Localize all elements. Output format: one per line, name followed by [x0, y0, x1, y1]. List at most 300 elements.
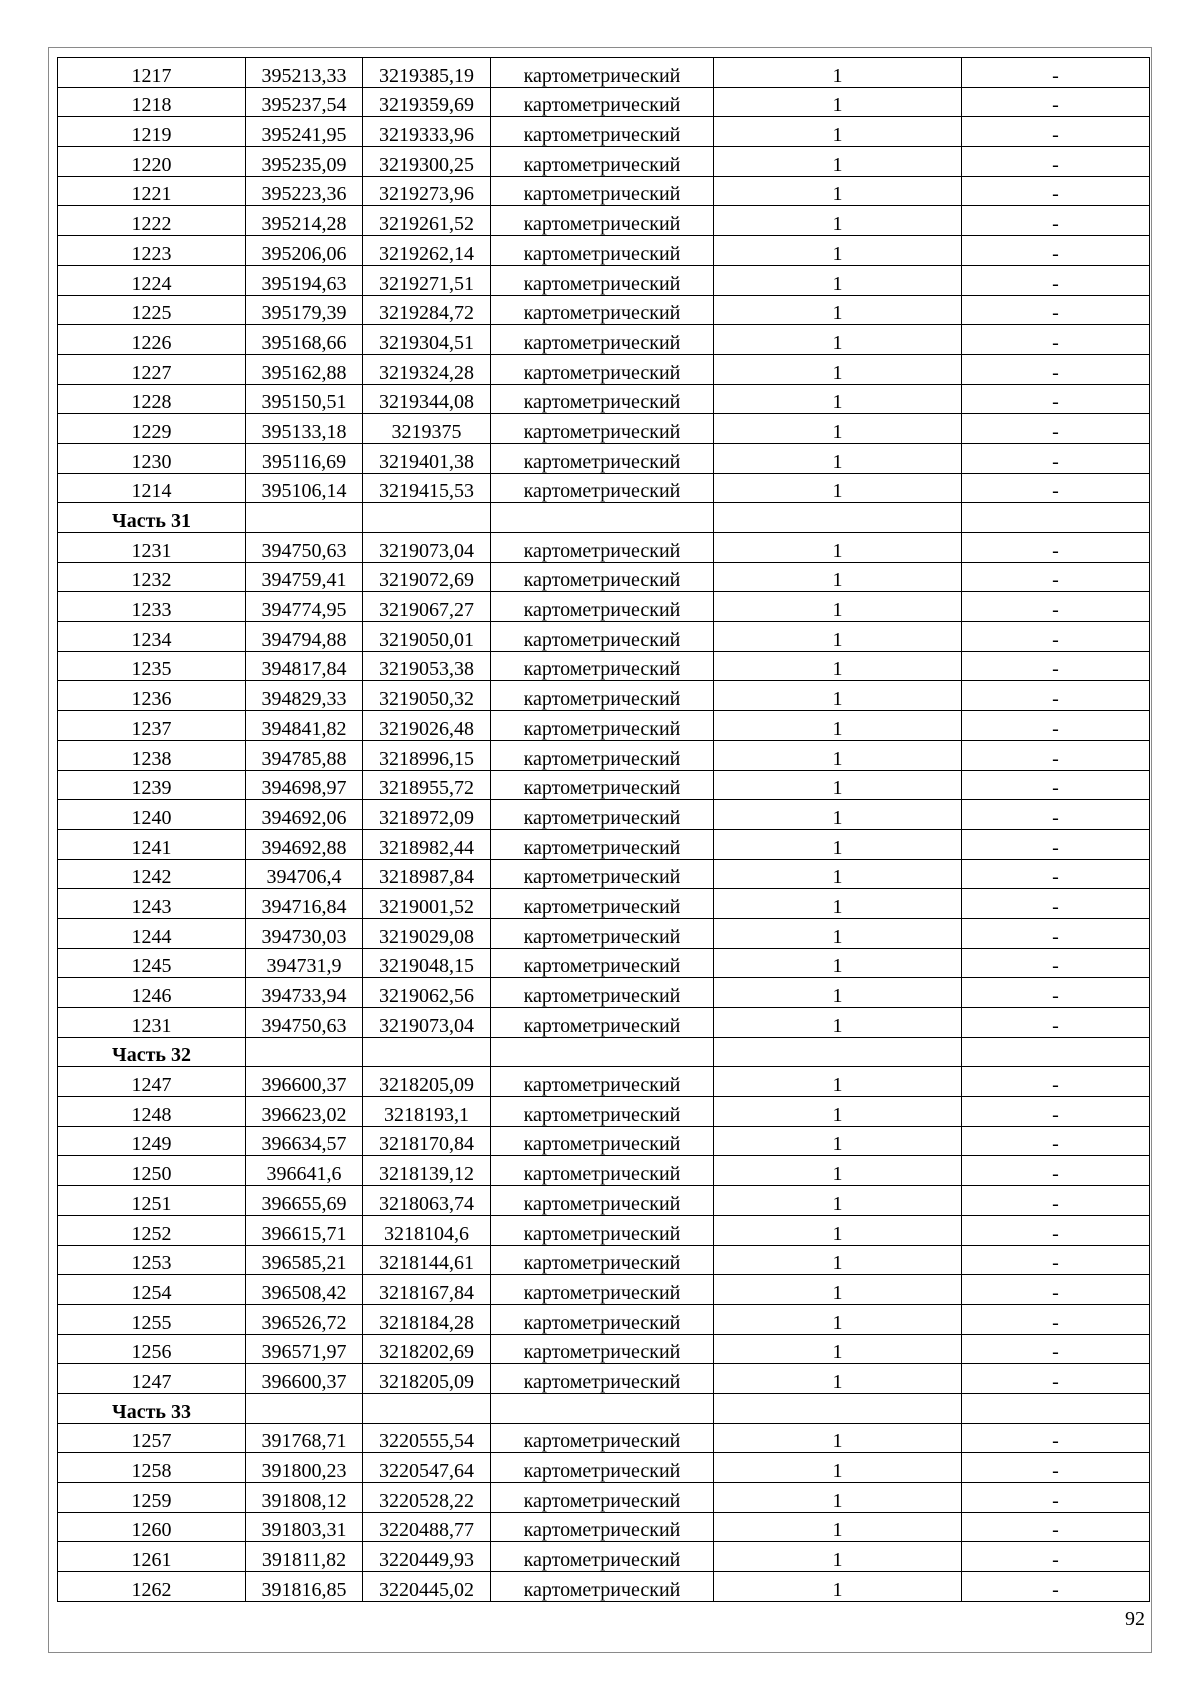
- x-coordinate-cell: 394841,82: [246, 711, 363, 741]
- x-coordinate-cell: 396641,6: [246, 1156, 363, 1186]
- accuracy-cell: 1: [714, 829, 962, 859]
- y-coordinate-cell: 3219029,08: [363, 918, 491, 948]
- point-id-cell: 1247: [58, 1067, 246, 1097]
- method-cell: картометрический: [491, 473, 714, 503]
- accuracy-cell: 1: [714, 1008, 962, 1038]
- x-coordinate-cell: 396623,02: [246, 1097, 363, 1127]
- accuracy-cell: 1: [714, 562, 962, 592]
- y-coordinate-cell: 3219073,04: [363, 533, 491, 563]
- method-cell: картометрический: [491, 651, 714, 681]
- note-cell: -: [962, 117, 1150, 147]
- accuracy-cell: 1: [714, 1126, 962, 1156]
- point-id-cell: 1244: [58, 918, 246, 948]
- accuracy-cell: 1: [714, 58, 962, 88]
- x-coordinate-cell: 396526,72: [246, 1304, 363, 1334]
- accuracy-cell: 1: [714, 711, 962, 741]
- y-coordinate-cell: 3218972,09: [363, 800, 491, 830]
- point-id-cell: 1261: [58, 1542, 246, 1572]
- x-coordinate-cell: 394774,95: [246, 592, 363, 622]
- y-coordinate-cell: 3218104,6: [363, 1215, 491, 1245]
- y-coordinate-cell: 3219359,69: [363, 87, 491, 117]
- x-coordinate-cell: 394733,94: [246, 978, 363, 1008]
- empty-cell: [714, 1037, 962, 1067]
- point-id-cell: 1247: [58, 1364, 246, 1394]
- x-coordinate-cell: 395237,54: [246, 87, 363, 117]
- accuracy-cell: 1: [714, 1512, 962, 1542]
- point-id-cell: 1221: [58, 176, 246, 206]
- method-cell: картометрический: [491, 1304, 714, 1334]
- x-coordinate-cell: 394785,88: [246, 740, 363, 770]
- accuracy-cell: 1: [714, 918, 962, 948]
- method-cell: картометрический: [491, 592, 714, 622]
- method-cell: картометрический: [491, 533, 714, 563]
- method-cell: картометрический: [491, 1008, 714, 1038]
- accuracy-cell: 1: [714, 533, 962, 563]
- table-row: [58, 533, 1150, 563]
- x-coordinate-cell: 396571,97: [246, 1334, 363, 1364]
- note-cell: -: [962, 1483, 1150, 1513]
- accuracy-cell: 1: [714, 295, 962, 325]
- note-cell: -: [962, 147, 1150, 177]
- part-header-row: [58, 503, 1150, 533]
- accuracy-cell: 1: [714, 117, 962, 147]
- table-row: [58, 354, 1150, 384]
- point-id-cell: 1218: [58, 87, 246, 117]
- point-id-cell: 1245: [58, 948, 246, 978]
- method-cell: картометрический: [491, 1572, 714, 1602]
- point-id-cell: 1236: [58, 681, 246, 711]
- y-coordinate-cell: 3218987,84: [363, 859, 491, 889]
- point-id-cell: 1238: [58, 740, 246, 770]
- method-cell: картометрический: [491, 295, 714, 325]
- point-id-cell: 1214: [58, 473, 246, 503]
- method-cell: картометрический: [491, 948, 714, 978]
- table-row: [58, 1453, 1150, 1483]
- accuracy-cell: 1: [714, 1542, 962, 1572]
- method-cell: картометрический: [491, 681, 714, 711]
- note-cell: -: [962, 711, 1150, 741]
- y-coordinate-cell: 3219050,32: [363, 681, 491, 711]
- accuracy-cell: 1: [714, 1156, 962, 1186]
- point-id-cell: 1237: [58, 711, 246, 741]
- point-id-cell: 1231: [58, 1008, 246, 1038]
- table-row: [58, 1364, 1150, 1394]
- x-coordinate-cell: 394759,41: [246, 562, 363, 592]
- y-coordinate-cell: 3218205,09: [363, 1067, 491, 1097]
- point-id-cell: 1233: [58, 592, 246, 622]
- note-cell: -: [962, 889, 1150, 919]
- x-coordinate-cell: 395106,14: [246, 473, 363, 503]
- table-row: [58, 889, 1150, 919]
- note-cell: -: [962, 740, 1150, 770]
- point-id-cell: 1258: [58, 1453, 246, 1483]
- y-coordinate-cell: 3219304,51: [363, 325, 491, 355]
- accuracy-cell: 1: [714, 176, 962, 206]
- accuracy-cell: 1: [714, 1215, 962, 1245]
- method-cell: картометрический: [491, 800, 714, 830]
- point-id-cell: 1255: [58, 1304, 246, 1334]
- y-coordinate-cell: 3219300,25: [363, 147, 491, 177]
- accuracy-cell: 1: [714, 800, 962, 830]
- x-coordinate-cell: 394817,84: [246, 651, 363, 681]
- x-coordinate-cell: 395133,18: [246, 414, 363, 444]
- method-cell: картометрический: [491, 265, 714, 295]
- x-coordinate-cell: 395168,66: [246, 325, 363, 355]
- point-id-cell: 1241: [58, 829, 246, 859]
- note-cell: -: [962, 1304, 1150, 1334]
- y-coordinate-cell: 3218982,44: [363, 829, 491, 859]
- accuracy-cell: 1: [714, 1067, 962, 1097]
- empty-cell: [363, 1037, 491, 1067]
- point-id-cell: 1228: [58, 384, 246, 414]
- page-number: 92: [1125, 1608, 1145, 1630]
- table-row: [58, 1156, 1150, 1186]
- table-row: [58, 592, 1150, 622]
- method-cell: картометрический: [491, 562, 714, 592]
- method-cell: картометрический: [491, 1156, 714, 1186]
- note-cell: -: [962, 1572, 1150, 1602]
- y-coordinate-cell: 3219284,72: [363, 295, 491, 325]
- x-coordinate-cell: 394730,03: [246, 918, 363, 948]
- table-row: [58, 859, 1150, 889]
- note-cell: -: [962, 592, 1150, 622]
- table-row: [58, 918, 1150, 948]
- point-id-cell: 1246: [58, 978, 246, 1008]
- table-row: [58, 206, 1150, 236]
- table-row: [58, 651, 1150, 681]
- table-row: [58, 325, 1150, 355]
- x-coordinate-cell: 395179,39: [246, 295, 363, 325]
- note-cell: -: [962, 1423, 1150, 1453]
- y-coordinate-cell: 3219050,01: [363, 622, 491, 652]
- table-row: [58, 147, 1150, 177]
- x-coordinate-cell: 394829,33: [246, 681, 363, 711]
- accuracy-cell: 1: [714, 384, 962, 414]
- method-cell: картометрический: [491, 829, 714, 859]
- note-cell: -: [962, 473, 1150, 503]
- method-cell: картометрический: [491, 1275, 714, 1305]
- method-cell: картометрический: [491, 1483, 714, 1513]
- y-coordinate-cell: 3218205,09: [363, 1364, 491, 1394]
- accuracy-cell: 1: [714, 1483, 962, 1513]
- table-row: [58, 1572, 1150, 1602]
- accuracy-cell: 1: [714, 1245, 962, 1275]
- accuracy-cell: 1: [714, 1186, 962, 1216]
- accuracy-cell: 1: [714, 473, 962, 503]
- y-coordinate-cell: 3219262,14: [363, 236, 491, 266]
- point-id-cell: 1249: [58, 1126, 246, 1156]
- y-coordinate-cell: 3219048,15: [363, 948, 491, 978]
- point-id-cell: 1230: [58, 443, 246, 473]
- table-row: [58, 473, 1150, 503]
- y-coordinate-cell: 3219072,69: [363, 562, 491, 592]
- table-row: [58, 117, 1150, 147]
- coordinates-table-body: [58, 58, 1150, 1602]
- method-cell: картометрический: [491, 384, 714, 414]
- method-cell: картометрический: [491, 889, 714, 919]
- note-cell: -: [962, 295, 1150, 325]
- table-row: [58, 295, 1150, 325]
- method-cell: картометрический: [491, 1215, 714, 1245]
- table-row: [58, 1097, 1150, 1127]
- note-cell: -: [962, 1067, 1150, 1097]
- table-row: [58, 87, 1150, 117]
- accuracy-cell: 1: [714, 1423, 962, 1453]
- y-coordinate-cell: 3219062,56: [363, 978, 491, 1008]
- x-coordinate-cell: 391803,31: [246, 1512, 363, 1542]
- note-cell: -: [962, 58, 1150, 88]
- table-row: [58, 740, 1150, 770]
- x-coordinate-cell: 395235,09: [246, 147, 363, 177]
- y-coordinate-cell: 3219415,53: [363, 473, 491, 503]
- accuracy-cell: 1: [714, 325, 962, 355]
- note-cell: -: [962, 948, 1150, 978]
- x-coordinate-cell: 394794,88: [246, 622, 363, 652]
- point-id-cell: 1219: [58, 117, 246, 147]
- empty-cell: [246, 503, 363, 533]
- table-row: [58, 978, 1150, 1008]
- note-cell: -: [962, 800, 1150, 830]
- table-row: [58, 414, 1150, 444]
- x-coordinate-cell: 396508,42: [246, 1275, 363, 1305]
- accuracy-cell: 1: [714, 1453, 962, 1483]
- y-coordinate-cell: 3220445,02: [363, 1572, 491, 1602]
- point-id-cell: 1231: [58, 533, 246, 563]
- note-cell: -: [962, 1334, 1150, 1364]
- y-coordinate-cell: 3219375: [363, 414, 491, 444]
- y-coordinate-cell: 3219333,96: [363, 117, 491, 147]
- table-row: [58, 1215, 1150, 1245]
- method-cell: картометрический: [491, 236, 714, 266]
- point-id-cell: 1253: [58, 1245, 246, 1275]
- note-cell: -: [962, 325, 1150, 355]
- table-row: [58, 829, 1150, 859]
- method-cell: картометрический: [491, 206, 714, 236]
- note-cell: -: [962, 265, 1150, 295]
- point-id-cell: 1229: [58, 414, 246, 444]
- coordinates-table: [57, 57, 1150, 1602]
- table-row: [58, 1126, 1150, 1156]
- x-coordinate-cell: 394750,63: [246, 533, 363, 563]
- point-id-cell: 1220: [58, 147, 246, 177]
- y-coordinate-cell: 3219067,27: [363, 592, 491, 622]
- y-coordinate-cell: 3219401,38: [363, 443, 491, 473]
- table-row: [58, 622, 1150, 652]
- x-coordinate-cell: 391808,12: [246, 1483, 363, 1513]
- y-coordinate-cell: 3218139,12: [363, 1156, 491, 1186]
- x-coordinate-cell: 394692,88: [246, 829, 363, 859]
- table-row: [58, 1275, 1150, 1305]
- table-row: [58, 236, 1150, 266]
- accuracy-cell: 1: [714, 681, 962, 711]
- part-label: Часть 33: [58, 1393, 246, 1423]
- accuracy-cell: 1: [714, 592, 962, 622]
- x-coordinate-cell: 395116,69: [246, 443, 363, 473]
- x-coordinate-cell: 396655,69: [246, 1186, 363, 1216]
- table-row: [58, 1483, 1150, 1513]
- note-cell: -: [962, 622, 1150, 652]
- point-id-cell: 1234: [58, 622, 246, 652]
- method-cell: картометрический: [491, 711, 714, 741]
- x-coordinate-cell: 394750,63: [246, 1008, 363, 1038]
- method-cell: картометрический: [491, 859, 714, 889]
- x-coordinate-cell: 395241,95: [246, 117, 363, 147]
- y-coordinate-cell: 3219385,19: [363, 58, 491, 88]
- x-coordinate-cell: 391800,23: [246, 1453, 363, 1483]
- note-cell: -: [962, 1453, 1150, 1483]
- note-cell: -: [962, 1364, 1150, 1394]
- note-cell: -: [962, 562, 1150, 592]
- method-cell: картометрический: [491, 1186, 714, 1216]
- accuracy-cell: 1: [714, 651, 962, 681]
- point-id-cell: 1227: [58, 354, 246, 384]
- method-cell: картометрический: [491, 1364, 714, 1394]
- accuracy-cell: 1: [714, 889, 962, 919]
- empty-cell: [363, 503, 491, 533]
- empty-cell: [246, 1037, 363, 1067]
- accuracy-cell: 1: [714, 1572, 962, 1602]
- note-cell: -: [962, 1542, 1150, 1572]
- note-cell: -: [962, 918, 1150, 948]
- accuracy-cell: 1: [714, 948, 962, 978]
- method-cell: картометрический: [491, 414, 714, 444]
- y-coordinate-cell: 3219026,48: [363, 711, 491, 741]
- table-row: [58, 1542, 1150, 1572]
- x-coordinate-cell: 391816,85: [246, 1572, 363, 1602]
- note-cell: -: [962, 176, 1150, 206]
- table-row: [58, 1008, 1150, 1038]
- note-cell: -: [962, 1097, 1150, 1127]
- y-coordinate-cell: 3219261,52: [363, 206, 491, 236]
- point-id-cell: 1235: [58, 651, 246, 681]
- x-coordinate-cell: 394692,06: [246, 800, 363, 830]
- y-coordinate-cell: 3218184,28: [363, 1304, 491, 1334]
- y-coordinate-cell: 3220547,64: [363, 1453, 491, 1483]
- method-cell: картометрический: [491, 1334, 714, 1364]
- table-row: [58, 800, 1150, 830]
- x-coordinate-cell: 391768,71: [246, 1423, 363, 1453]
- point-id-cell: 1226: [58, 325, 246, 355]
- y-coordinate-cell: 3219344,08: [363, 384, 491, 414]
- y-coordinate-cell: 3219001,52: [363, 889, 491, 919]
- accuracy-cell: 1: [714, 770, 962, 800]
- y-coordinate-cell: 3219053,38: [363, 651, 491, 681]
- method-cell: картометрический: [491, 1453, 714, 1483]
- y-coordinate-cell: 3219324,28: [363, 354, 491, 384]
- y-coordinate-cell: 3218144,61: [363, 1245, 491, 1275]
- point-id-cell: 1222: [58, 206, 246, 236]
- x-coordinate-cell: 394706,4: [246, 859, 363, 889]
- accuracy-cell: 1: [714, 206, 962, 236]
- note-cell: -: [962, 1156, 1150, 1186]
- method-cell: картометрический: [491, 117, 714, 147]
- table-row: [58, 58, 1150, 88]
- accuracy-cell: 1: [714, 87, 962, 117]
- point-id-cell: 1242: [58, 859, 246, 889]
- x-coordinate-cell: 395206,06: [246, 236, 363, 266]
- part-header-row: [58, 1037, 1150, 1067]
- point-id-cell: 1260: [58, 1512, 246, 1542]
- y-coordinate-cell: 3218202,69: [363, 1334, 491, 1364]
- point-id-cell: 1259: [58, 1483, 246, 1513]
- note-cell: -: [962, 384, 1150, 414]
- accuracy-cell: 1: [714, 1097, 962, 1127]
- method-cell: картометрический: [491, 918, 714, 948]
- table-row: [58, 384, 1150, 414]
- empty-cell: [491, 503, 714, 533]
- empty-cell: [491, 1393, 714, 1423]
- note-cell: -: [962, 859, 1150, 889]
- point-id-cell: 1243: [58, 889, 246, 919]
- note-cell: -: [962, 1126, 1150, 1156]
- method-cell: картометрический: [491, 1245, 714, 1275]
- table-row: [58, 948, 1150, 978]
- method-cell: картометрический: [491, 1423, 714, 1453]
- note-cell: -: [962, 681, 1150, 711]
- method-cell: картометрический: [491, 443, 714, 473]
- y-coordinate-cell: 3219273,96: [363, 176, 491, 206]
- note-cell: -: [962, 414, 1150, 444]
- y-coordinate-cell: 3218167,84: [363, 1275, 491, 1305]
- accuracy-cell: 1: [714, 414, 962, 444]
- x-coordinate-cell: 396600,37: [246, 1364, 363, 1394]
- method-cell: картометрический: [491, 58, 714, 88]
- accuracy-cell: 1: [714, 443, 962, 473]
- accuracy-cell: 1: [714, 265, 962, 295]
- note-cell: -: [962, 770, 1150, 800]
- table-row: [58, 1334, 1150, 1364]
- y-coordinate-cell: 3220449,93: [363, 1542, 491, 1572]
- y-coordinate-cell: 3218955,72: [363, 770, 491, 800]
- note-cell: -: [962, 1215, 1150, 1245]
- point-id-cell: 1257: [58, 1423, 246, 1453]
- x-coordinate-cell: 394716,84: [246, 889, 363, 919]
- x-coordinate-cell: 395150,51: [246, 384, 363, 414]
- point-id-cell: 1250: [58, 1156, 246, 1186]
- point-id-cell: 1254: [58, 1275, 246, 1305]
- x-coordinate-cell: 394698,97: [246, 770, 363, 800]
- method-cell: картометрический: [491, 87, 714, 117]
- note-cell: -: [962, 533, 1150, 563]
- point-id-cell: 1252: [58, 1215, 246, 1245]
- y-coordinate-cell: 3218996,15: [363, 740, 491, 770]
- note-cell: -: [962, 651, 1150, 681]
- accuracy-cell: 1: [714, 978, 962, 1008]
- method-cell: картометрический: [491, 978, 714, 1008]
- part-label: Часть 31: [58, 503, 246, 533]
- part-header-row: [58, 1393, 1150, 1423]
- method-cell: картометрический: [491, 740, 714, 770]
- x-coordinate-cell: 396600,37: [246, 1067, 363, 1097]
- y-coordinate-cell: 3220528,22: [363, 1483, 491, 1513]
- accuracy-cell: 1: [714, 1334, 962, 1364]
- table-row: [58, 681, 1150, 711]
- method-cell: картометрический: [491, 622, 714, 652]
- note-cell: -: [962, 829, 1150, 859]
- note-cell: -: [962, 1275, 1150, 1305]
- point-id-cell: 1256: [58, 1334, 246, 1364]
- point-id-cell: 1224: [58, 265, 246, 295]
- note-cell: -: [962, 1245, 1150, 1275]
- method-cell: картометрический: [491, 1126, 714, 1156]
- accuracy-cell: 1: [714, 236, 962, 266]
- accuracy-cell: 1: [714, 1304, 962, 1334]
- table-row: [58, 711, 1150, 741]
- accuracy-cell: 1: [714, 354, 962, 384]
- accuracy-cell: 1: [714, 622, 962, 652]
- part-label: Часть 32: [58, 1037, 246, 1067]
- x-coordinate-cell: 395162,88: [246, 354, 363, 384]
